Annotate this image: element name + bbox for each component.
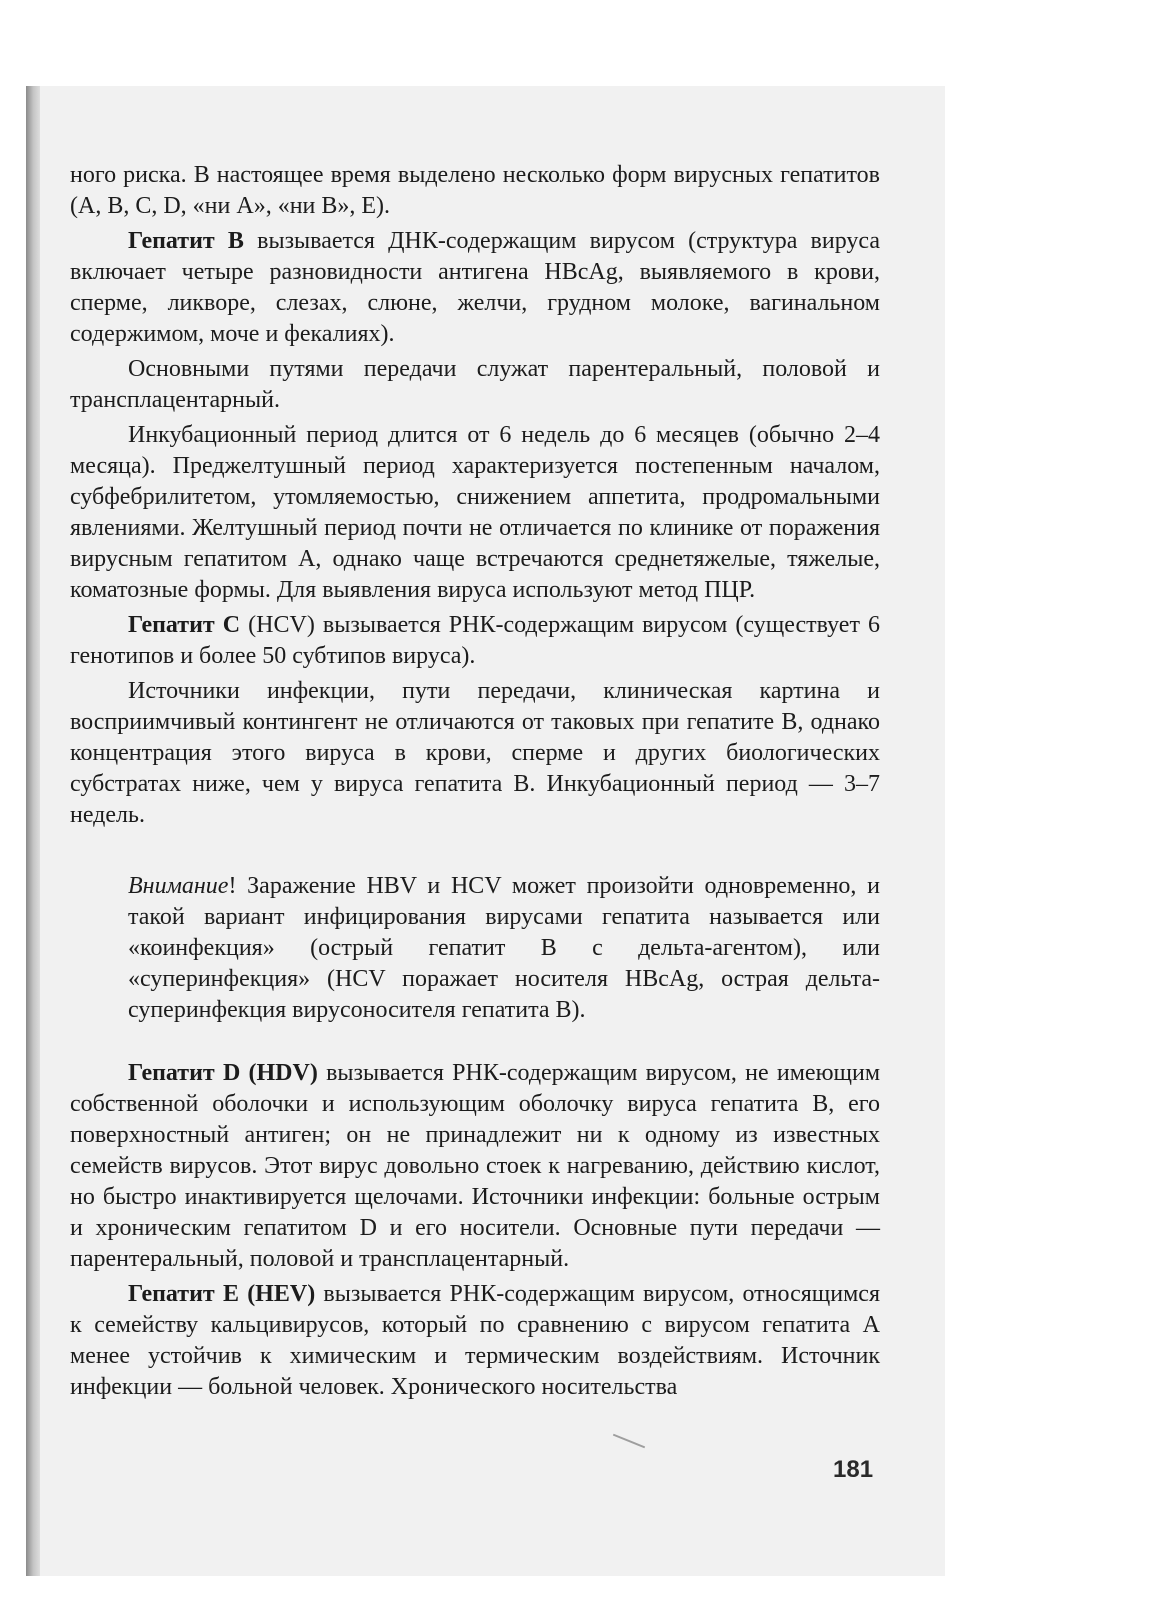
incubation-text: Инкубационный период длится от 6 недель до 6 месяцев (обычно 2–4 месяца). Преджелтушный период характеризуется постепенным началом, субфебрилитетом, утомляемостью, снижением аппетита, продромальными явлениями. bbox=[70, 422, 880, 541]
attention-text: ! Заражение HBV и HCV может произойти одновременно, и такой вариант инфицирования вирусами гепатита называется или «коинфекция» (острый гепатит В с дельта-агентом), или «суперинфекция» (HCV поражает носителя HBcAg, острая дельта-суперинфекция вирусоносителя гепатита В). bbox=[128, 873, 880, 1023]
paragraph-hepatitis-c bbox=[70, 610, 880, 672]
hepatitis-d-text: вызывается РНК-содержащим вирусом, не имеющим собственной оболочки и использующим оболочку вируса гепатита В, его поверхностный антиген; он не принадлежит ни к одному из известных семейств вирусов. Этот вирус довольно стоек к нагреванию, действию кислот, но быстро инактивируется щелочами. Источники инфекции: больные острым и хроническим гепатитом D и его носители. Основные пути передачи — парентеральный, половой и трансплацентарный. bbox=[70, 1060, 881, 1272]
page-body bbox=[70, 160, 880, 1407]
term-hepatitis-d: Гепатит D (HDV) bbox=[128, 1060, 318, 1086]
hepatitis-c-text: (HCV) вызывается РНК-содержащим вирусом (существует 6 генотипов и более 50 субтипов вируса). bbox=[70, 612, 880, 669]
term-hepatitis-b: Гепатит В bbox=[128, 228, 244, 254]
paragraph-incubation bbox=[70, 420, 880, 606]
paragraph-hepatitis-d bbox=[70, 1058, 880, 1275]
paragraph-transmission-routes: Основными путями передачи служат парентеральный, половой и трансплацентарный. bbox=[70, 356, 880, 413]
paragraph-hepatitis-e bbox=[70, 1279, 880, 1403]
hepatitis-e-text: вызывается РНК-содержащим вирусом, относящимся к семейству кальцивирусов, который по сравнению с вирусом гепатита А менее устойчив к химическим и термическим воздействиям. Источник инфекции — больной человек. Хронического носительства bbox=[70, 1281, 880, 1400]
term-hepatitis-e: Гепатит Е (HEV) bbox=[128, 1281, 316, 1307]
term-hepatitis-c: Гепатит С bbox=[128, 612, 241, 638]
paragraph-hepatitis-b bbox=[70, 226, 880, 350]
page-number: 181 bbox=[833, 1456, 874, 1483]
jaundice-text: Желтушный период почти не отличается по клинике от поражения вирусным гепатитом А, однако чаще встречаются среднетяжелые, тяжелые, коматозные формы. Для выявления вируса используют метод ПЦР. bbox=[70, 515, 880, 603]
hepatitis-b-text: вызывается ДНК-содержащим вирусом (структура вируса включает четыре разновидности антигена HBcAg, выявляемого в крови, сперме, ликворе, слезах, слюне, желчи, грудном молоке, вагинальном содержимом, моче и фекалиях). bbox=[70, 228, 881, 347]
paragraph-intro: ного риска. В настоящее время выделено несколько форм вирусных гепатитов (А, В, С, D, «ни А», «ни В», Е). bbox=[70, 162, 880, 219]
paragraph-hepatitis-c-sources: Источники инфекции, пути передачи, клиническая картина и восприимчивый контингент не отличаются от таковых при гепатите В, однако концентрация этого вируса в крови, сперме и других биологических субстратах ниже, чем у вируса гепатита В. Инкубационный период — 3–7 недель. bbox=[70, 678, 880, 828]
attention-label: Внимание bbox=[128, 873, 229, 899]
attention-note bbox=[128, 871, 880, 1026]
